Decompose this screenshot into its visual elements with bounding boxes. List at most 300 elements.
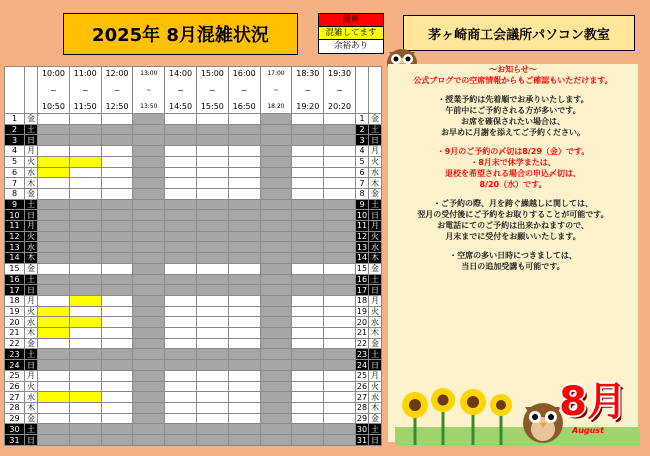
slot-cell bbox=[292, 156, 324, 167]
slot-cell bbox=[260, 242, 292, 253]
day-number: 21 bbox=[5, 328, 25, 339]
slot-cell bbox=[196, 285, 228, 296]
slot-6: 16:00 ~ 16:50 bbox=[232, 69, 256, 111]
slot-cell bbox=[133, 156, 165, 167]
slot-cell bbox=[165, 435, 197, 446]
slot-cell bbox=[38, 156, 70, 167]
slot-cell bbox=[38, 167, 70, 178]
day-of-week: 水 bbox=[25, 392, 38, 403]
slot-cell bbox=[260, 221, 292, 232]
legend-full: 満席 bbox=[319, 14, 383, 27]
slot-cell bbox=[165, 381, 197, 392]
slot-cell bbox=[228, 210, 260, 221]
slot-cell bbox=[260, 156, 292, 167]
slot-cell bbox=[196, 263, 228, 274]
slot-cell bbox=[133, 135, 165, 146]
slot-cell bbox=[165, 178, 197, 189]
slot-cell bbox=[165, 338, 197, 349]
slot-cell bbox=[324, 221, 356, 232]
table-row bbox=[5, 210, 382, 221]
slot-cell bbox=[38, 402, 70, 413]
slot-cell bbox=[324, 188, 356, 199]
slot-cell bbox=[38, 124, 70, 135]
slot-1: 11:00 ~ 11:50 bbox=[73, 69, 97, 111]
notice-line bbox=[388, 190, 638, 198]
day-of-week-right: 金 bbox=[369, 338, 382, 349]
slot-cell bbox=[133, 274, 165, 285]
slot-cell bbox=[38, 188, 70, 199]
time-slot-header bbox=[101, 67, 133, 114]
day-number-right: 6 bbox=[356, 167, 369, 178]
slot-cell bbox=[196, 167, 228, 178]
slot-cell bbox=[260, 360, 292, 371]
slot-cell bbox=[228, 263, 260, 274]
day-of-week: 月 bbox=[25, 295, 38, 306]
slot-cell bbox=[260, 210, 292, 221]
day-number-right: 2 bbox=[356, 124, 369, 135]
slot-cell bbox=[324, 360, 356, 371]
slot-cell bbox=[324, 349, 356, 360]
slot-cell bbox=[133, 242, 165, 253]
legend bbox=[318, 13, 384, 54]
slot-cell bbox=[292, 413, 324, 424]
slot-cell bbox=[101, 114, 133, 125]
slot-cell bbox=[292, 285, 324, 296]
day-number-right: 9 bbox=[356, 199, 369, 210]
slot-cell bbox=[101, 188, 133, 199]
day-of-week-right: 金 bbox=[369, 413, 382, 424]
slot-cell bbox=[228, 274, 260, 285]
slot-cell bbox=[324, 317, 356, 328]
notice-line: 翌月の受付後にご予約をお取りすることが可能です。 bbox=[417, 210, 609, 219]
header-corner-day bbox=[5, 67, 25, 114]
day-number-right: 23 bbox=[356, 349, 368, 359]
slot-cell bbox=[101, 253, 133, 264]
day-number: 30 bbox=[5, 424, 25, 435]
slot-cell bbox=[324, 306, 356, 317]
table-row bbox=[5, 338, 382, 349]
time-slot-header bbox=[324, 67, 356, 114]
slot-cell bbox=[38, 424, 70, 435]
slot-cell bbox=[69, 242, 101, 253]
slot-cell bbox=[133, 317, 165, 328]
slot-cell bbox=[133, 295, 165, 306]
slot-2: 12:00 ~ 12:50 bbox=[105, 69, 129, 111]
table-row bbox=[5, 178, 382, 189]
slot-cell bbox=[228, 424, 260, 435]
slot-cell bbox=[38, 253, 70, 264]
slot-cell bbox=[69, 360, 101, 371]
table-row bbox=[5, 146, 382, 157]
day-number-right: 4 bbox=[356, 146, 369, 157]
slot-cell bbox=[101, 349, 133, 360]
slot-cell bbox=[292, 370, 324, 381]
slot-cell bbox=[133, 338, 165, 349]
slot-cell bbox=[38, 210, 70, 221]
day-of-week: 日 bbox=[25, 135, 38, 146]
slot-cell bbox=[165, 370, 197, 381]
slot-cell bbox=[324, 146, 356, 157]
slot-cell bbox=[38, 231, 70, 242]
slot-cell bbox=[324, 424, 356, 435]
day-of-week: 月 bbox=[25, 370, 38, 381]
slot-cell bbox=[260, 413, 292, 424]
slot-cell bbox=[133, 263, 165, 274]
day-number-right: 3 bbox=[356, 135, 369, 146]
slot-cell bbox=[228, 146, 260, 157]
slot-cell bbox=[69, 285, 101, 296]
slot-cell bbox=[292, 253, 324, 264]
slot-cell bbox=[38, 413, 70, 424]
slot-cell bbox=[101, 274, 133, 285]
month-badge bbox=[558, 379, 628, 435]
slot-cell bbox=[196, 328, 228, 339]
legend-busy: 混雑してます bbox=[319, 27, 383, 40]
day-of-week: 火 bbox=[25, 381, 38, 392]
day-number: 14 bbox=[5, 253, 25, 264]
slot-cell bbox=[69, 156, 101, 167]
slot-cell bbox=[228, 124, 260, 135]
slot-cell bbox=[69, 210, 101, 221]
slot-cell bbox=[38, 274, 70, 285]
day-of-week-right: 日 bbox=[369, 135, 382, 146]
slot-cell bbox=[196, 242, 228, 253]
slot-cell bbox=[101, 381, 133, 392]
day-number: 13 bbox=[5, 242, 25, 253]
slot-cell bbox=[292, 231, 324, 242]
slot-cell bbox=[38, 306, 70, 317]
slot-cell bbox=[324, 413, 356, 424]
time-slot-header bbox=[260, 67, 292, 114]
slot-cell bbox=[292, 338, 324, 349]
slot-cell bbox=[196, 135, 228, 146]
header-corner-day-right bbox=[356, 67, 369, 114]
slot-cell bbox=[196, 146, 228, 157]
day-number-right: 22 bbox=[356, 339, 368, 349]
table-row bbox=[5, 114, 382, 125]
day-of-week: 日 bbox=[25, 285, 38, 296]
slot-cell bbox=[69, 317, 101, 328]
table-row bbox=[5, 317, 382, 328]
day-of-week: 土 bbox=[25, 424, 38, 435]
day-of-week-right: 水 bbox=[369, 392, 382, 403]
slot-cell bbox=[133, 188, 165, 199]
day-number-right: 18 bbox=[356, 296, 368, 306]
slot-cell bbox=[260, 274, 292, 285]
slot-cell bbox=[292, 360, 324, 371]
slot-cell bbox=[292, 199, 324, 210]
notice-line: 公式ブログでの空席情報からもご確認もいただけます。 bbox=[413, 76, 613, 85]
table-row bbox=[5, 370, 382, 381]
slot-cell bbox=[133, 199, 165, 210]
slot-cell bbox=[38, 295, 70, 306]
day-number: 6 bbox=[5, 167, 25, 178]
day-of-week-right: 土 bbox=[369, 199, 382, 210]
slot-cell bbox=[292, 188, 324, 199]
slot-cell bbox=[69, 402, 101, 413]
day-number-right: 19 bbox=[356, 307, 368, 316]
day-number: 12 bbox=[5, 231, 25, 242]
slot-cell bbox=[292, 242, 324, 253]
slot-cell bbox=[133, 402, 165, 413]
slot-cell bbox=[165, 274, 197, 285]
table-row bbox=[5, 424, 382, 435]
slot-cell bbox=[292, 124, 324, 135]
day-number: 18 bbox=[5, 295, 25, 306]
slot-cell bbox=[38, 435, 70, 446]
slot-cell bbox=[133, 221, 165, 232]
slot-cell bbox=[38, 317, 70, 328]
slot-cell bbox=[292, 263, 324, 274]
table-row bbox=[5, 349, 382, 360]
slot-cell bbox=[69, 167, 101, 178]
slot-cell bbox=[260, 381, 292, 392]
day-number: 22 bbox=[5, 338, 25, 349]
day-number-right: 30 bbox=[356, 424, 368, 434]
slot-cell bbox=[101, 360, 133, 371]
slot-cell bbox=[260, 402, 292, 413]
day-of-week-right: 金 bbox=[369, 263, 382, 274]
table-row bbox=[5, 381, 382, 392]
day-of-week-right: 土 bbox=[369, 349, 382, 360]
slot-cell bbox=[38, 285, 70, 296]
notice-line bbox=[388, 138, 638, 146]
slot-cell bbox=[133, 146, 165, 157]
slot-cell bbox=[38, 338, 70, 349]
day-of-week-right: 火 bbox=[369, 156, 382, 167]
slot-0: 10:00 ~ 10:50 bbox=[41, 69, 65, 111]
slot-cell bbox=[292, 210, 324, 221]
day-number: 1 bbox=[5, 114, 25, 125]
slot-cell bbox=[101, 135, 133, 146]
header-corner-dow-right bbox=[369, 67, 382, 114]
table-row bbox=[5, 231, 382, 242]
slot-cell bbox=[196, 392, 228, 403]
slot-cell bbox=[228, 167, 260, 178]
slot-cell bbox=[260, 231, 292, 242]
slot-cell bbox=[324, 295, 356, 306]
slot-cell bbox=[260, 338, 292, 349]
table-row bbox=[5, 306, 382, 317]
day-number: 23 bbox=[5, 349, 25, 360]
slot-cell bbox=[38, 114, 70, 125]
slot-cell bbox=[324, 124, 356, 135]
notice-line: お電話にてのご予約は出来かねますので、 bbox=[437, 221, 589, 230]
slot-cell bbox=[228, 435, 260, 446]
slot-cell bbox=[165, 135, 197, 146]
day-of-week-right: 金 bbox=[369, 188, 382, 199]
slot-cell bbox=[133, 253, 165, 264]
slot-cell bbox=[101, 317, 133, 328]
slot-cell bbox=[196, 210, 228, 221]
slot-cell bbox=[228, 381, 260, 392]
table-row bbox=[5, 328, 382, 339]
slot-cell bbox=[292, 381, 324, 392]
table-row bbox=[5, 360, 382, 371]
slot-cell bbox=[324, 135, 356, 146]
slot-cell bbox=[101, 424, 133, 435]
notice-line: 午前中にご予約される方が多いです。 bbox=[445, 106, 581, 115]
school-name: 茅ヶ崎商工会議所パソコン教室 bbox=[403, 15, 635, 51]
slot-cell bbox=[69, 424, 101, 435]
day-of-week: 水 bbox=[25, 167, 38, 178]
table-row bbox=[5, 435, 382, 446]
day-of-week-right: 木 bbox=[369, 402, 382, 413]
slot-cell bbox=[101, 167, 133, 178]
day-number-right: 14 bbox=[356, 253, 368, 263]
slot-cell bbox=[101, 370, 133, 381]
day-of-week: 金 bbox=[25, 338, 38, 349]
notice-line: ・空席の多い日時につきましては、 bbox=[449, 251, 577, 260]
slot-cell bbox=[324, 338, 356, 349]
table-row bbox=[5, 221, 382, 232]
day-number: 5 bbox=[5, 156, 25, 167]
day-number-right: 26 bbox=[356, 381, 368, 391]
slot-cell bbox=[228, 178, 260, 189]
slot-cell bbox=[133, 392, 165, 403]
slot-cell bbox=[165, 188, 197, 199]
slot-cell bbox=[228, 328, 260, 339]
slot-cell bbox=[292, 306, 324, 317]
slot-cell bbox=[292, 221, 324, 232]
slot-cell bbox=[69, 253, 101, 264]
day-of-week: 金 bbox=[25, 114, 38, 125]
slot-cell bbox=[69, 146, 101, 157]
table-row bbox=[5, 156, 382, 167]
slot-cell bbox=[38, 392, 70, 403]
day-of-week-right: 木 bbox=[369, 178, 382, 189]
slot-cell bbox=[260, 285, 292, 296]
slot-cell bbox=[38, 178, 70, 189]
table-row bbox=[5, 253, 382, 264]
slot-cell bbox=[165, 231, 197, 242]
day-of-week: 月 bbox=[25, 221, 38, 232]
slot-cell bbox=[228, 242, 260, 253]
day-of-week: 日 bbox=[25, 210, 38, 221]
slot-cell bbox=[38, 221, 70, 232]
slot-cell bbox=[69, 231, 101, 242]
time-slot-header bbox=[69, 67, 101, 114]
day-number: 2 bbox=[5, 124, 25, 135]
slot-cell bbox=[69, 188, 101, 199]
slot-cell bbox=[324, 392, 356, 403]
day-of-week-right: 月 bbox=[369, 146, 382, 157]
day-of-week-right: 日 bbox=[369, 210, 382, 221]
slot-cell bbox=[196, 295, 228, 306]
slot-3: 13:00 ~ 13:50 bbox=[140, 70, 158, 110]
slot-cell bbox=[101, 295, 133, 306]
day-number-right: 1 bbox=[356, 114, 369, 125]
day-of-week-right: 火 bbox=[369, 381, 382, 392]
table-row bbox=[5, 242, 382, 253]
day-of-week: 水 bbox=[25, 317, 38, 328]
slot-cell bbox=[324, 210, 356, 221]
slot-cell bbox=[228, 253, 260, 264]
slot-cell bbox=[165, 156, 197, 167]
slot-cell bbox=[133, 424, 165, 435]
slot-cell bbox=[228, 360, 260, 371]
day-of-week-right: 木 bbox=[369, 253, 382, 264]
slot-cell bbox=[196, 221, 228, 232]
table-row bbox=[5, 402, 382, 413]
slot-cell bbox=[165, 413, 197, 424]
slot-cell bbox=[324, 231, 356, 242]
slot-cell bbox=[196, 413, 228, 424]
day-number-right: 12 bbox=[356, 232, 368, 242]
day-number-right: 27 bbox=[356, 392, 368, 402]
slot-cell bbox=[101, 306, 133, 317]
day-of-week: 木 bbox=[25, 253, 38, 264]
slot-cell bbox=[196, 178, 228, 189]
slot-cell bbox=[196, 156, 228, 167]
slot-cell bbox=[165, 221, 197, 232]
slot-cell bbox=[38, 135, 70, 146]
slot-cell bbox=[260, 114, 292, 125]
slot-cell bbox=[260, 295, 292, 306]
slot-cell bbox=[38, 360, 70, 371]
time-slot-header bbox=[133, 67, 165, 114]
month-number: 8月 bbox=[559, 379, 627, 425]
slot-cell bbox=[196, 274, 228, 285]
slot-cell bbox=[260, 424, 292, 435]
day-number-right: 24 bbox=[356, 360, 368, 370]
header-corner-dow bbox=[25, 67, 38, 114]
slot-cell bbox=[324, 242, 356, 253]
day-number: 9 bbox=[5, 199, 25, 210]
slot-cell bbox=[101, 221, 133, 232]
slot-cell bbox=[101, 242, 133, 253]
slot-cell bbox=[196, 435, 228, 446]
slot-cell bbox=[228, 135, 260, 146]
day-number: 28 bbox=[5, 402, 25, 413]
day-of-week-right: 火 bbox=[369, 231, 382, 242]
slot-cell bbox=[228, 392, 260, 403]
slot-cell bbox=[69, 328, 101, 339]
slot-cell bbox=[228, 295, 260, 306]
slot-cell bbox=[165, 392, 197, 403]
slot-cell bbox=[324, 156, 356, 167]
slot-cell bbox=[260, 328, 292, 339]
slot-cell bbox=[260, 135, 292, 146]
slot-cell bbox=[69, 274, 101, 285]
slot-cell bbox=[196, 188, 228, 199]
owl-icon bbox=[523, 403, 563, 443]
slot-cell bbox=[260, 146, 292, 157]
slot-cell bbox=[228, 402, 260, 413]
slot-cell bbox=[292, 349, 324, 360]
slot-cell bbox=[196, 360, 228, 371]
slot-cell bbox=[69, 349, 101, 360]
slot-cell bbox=[292, 178, 324, 189]
slot-cell bbox=[228, 285, 260, 296]
slot-cell bbox=[69, 114, 101, 125]
slot-cell bbox=[165, 285, 197, 296]
slot-cell bbox=[228, 370, 260, 381]
slot-cell bbox=[196, 317, 228, 328]
notice-line: 退校を希望される場合の申込〆切は、 bbox=[445, 169, 581, 178]
slot-cell bbox=[324, 381, 356, 392]
slot-cell bbox=[196, 199, 228, 210]
day-number-right: 16 bbox=[356, 274, 368, 284]
slot-cell bbox=[324, 178, 356, 189]
slot-cell bbox=[292, 135, 324, 146]
slot-cell bbox=[165, 242, 197, 253]
slot-cell bbox=[260, 306, 292, 317]
table-row bbox=[5, 295, 382, 306]
day-of-week-right: 日 bbox=[369, 285, 382, 296]
day-of-week: 水 bbox=[25, 242, 38, 253]
day-of-week-right: 水 bbox=[369, 242, 382, 253]
